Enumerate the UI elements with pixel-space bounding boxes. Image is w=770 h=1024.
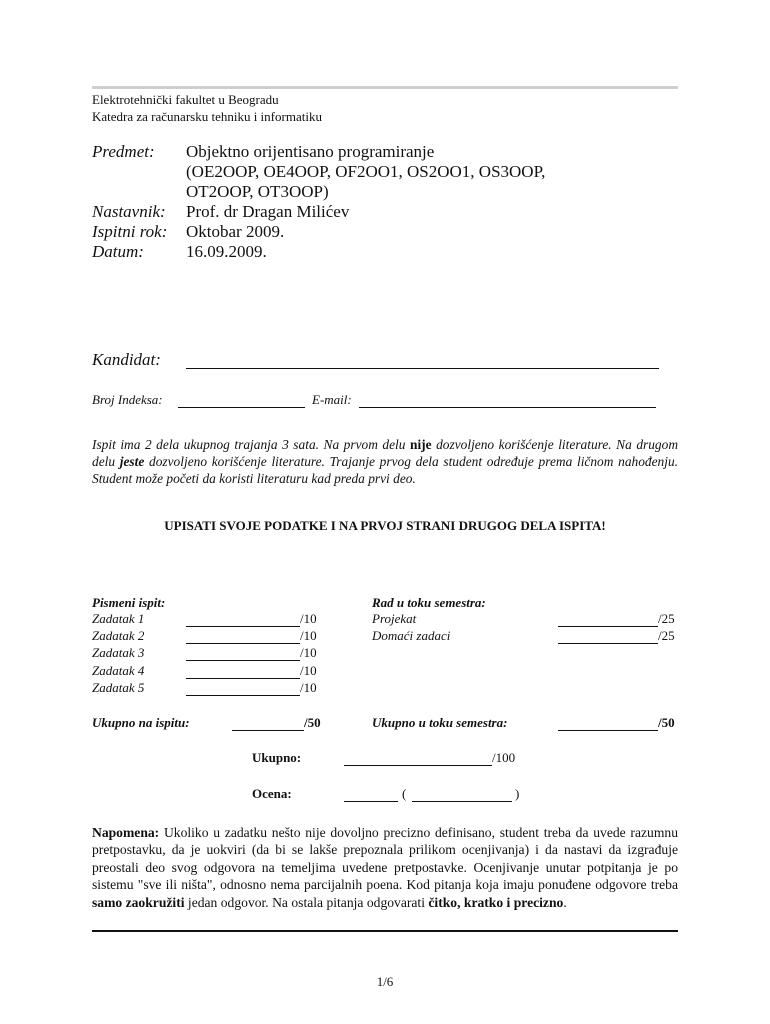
intro-nije: nije [410, 437, 432, 452]
grand-total-field[interactable] [344, 751, 492, 766]
teacher-value: Prof. dr Dragan Milićev [186, 202, 350, 221]
faculty-name: Elektrotehnički fakultet u Beogradu [92, 92, 279, 107]
note-bold-2: čitko, kratko i precizno [428, 894, 564, 910]
subject-line-3: OT2OOP, OT3OOP) [186, 182, 329, 201]
index-label: Broj Indeksa: [92, 392, 163, 407]
email-label: E-mail: [312, 392, 352, 407]
grade-label: Ocena: [252, 786, 292, 801]
semester-total-label: Ukupno u toku semestra: [372, 715, 508, 730]
email-field[interactable] [359, 393, 656, 408]
task-1-label: Zadatak 1 [92, 611, 145, 626]
task-2-label: Zadatak 2 [92, 628, 145, 643]
subject-line-2: (OE2OOP, OE4OOP, OF2OO1, OS2OO1, OS3OOP, [186, 162, 546, 181]
exam-total-label: Ukupno na ispitu: [92, 715, 190, 730]
semester-work-title: Rad u toku semestra: [372, 595, 486, 610]
subject-label: Predmet: [92, 142, 155, 161]
notice-heading: UPISATI SVOJE PODATKE I NA PRVOJ STRANI DRUGOG DELA ISPITA! [164, 518, 606, 533]
grade-paren-close: ) [515, 786, 520, 801]
project-label: Projekat [372, 611, 417, 626]
department-name: Katedra za računarsku tehniku i informatiku [92, 109, 322, 124]
task-3-max: /10 [300, 645, 317, 660]
grade-paren-open: ( [402, 786, 407, 801]
exam-total-max: /50 [304, 715, 321, 730]
task-3-field[interactable] [186, 646, 300, 661]
homework-field[interactable] [558, 629, 658, 644]
index-field[interactable] [178, 393, 305, 408]
date-value: 16.09.2009. [186, 242, 267, 261]
task-1-max: /10 [300, 611, 317, 626]
top-rule [92, 86, 678, 89]
project-max: /25 [658, 611, 675, 626]
note-text-2: jedan odgovor. Na ostala pitanja odgovarati [184, 894, 429, 910]
grand-total-max: /100 [492, 750, 516, 765]
candidate-field[interactable] [186, 352, 659, 369]
intro-jeste: jeste [119, 454, 145, 469]
note-text-3: . [563, 894, 567, 910]
term-value: Oktobar 2009. [186, 222, 285, 241]
written-exam-title: Pismeni ispit: [92, 595, 166, 610]
bottom-rule [92, 930, 678, 932]
task-4-field[interactable] [186, 664, 300, 679]
task-5-label: Zadatak 5 [92, 680, 145, 695]
task-5-field[interactable] [186, 681, 300, 696]
semester-total-max: /50 [658, 715, 675, 730]
task-1-field[interactable] [186, 612, 300, 627]
page-number: 1/6 [376, 974, 394, 989]
task-2-field[interactable] [186, 629, 300, 644]
note-bold-1: samo zaokružiti [92, 894, 185, 910]
task-4-max: /10 [300, 663, 317, 678]
homework-label: Domaći zadaci [372, 628, 451, 643]
intro-text-1: Ispit ima 2 dela ukupnog trajanja 3 sata. Na prvom delu [92, 437, 410, 452]
note-paragraph [92, 824, 678, 911]
homework-max: /25 [658, 628, 675, 643]
note-text-1: Ukoliko u zadatku nešto nije dovoljno precizno definisano, student treba da uvede razumnu pretpostavku, da je uokviri (da bi se lakše prepoznala prilikom ocenjivanja) i da nastavi da izgrađuje preostali deo svog odgovora na temeljima uvedene pretpostavke. Ocenjivanje unutar potpitanja je po sistemu "sve ili ništa", odnosno nema parcijalnih poena. Kod pitanja koja imaju ponuđene odgovore treba [92, 825, 678, 893]
grand-total-label: Ukupno: [252, 750, 302, 765]
grade-field[interactable] [344, 787, 398, 802]
task-4-label: Zadatak 4 [92, 663, 145, 678]
task-2-max: /10 [300, 628, 317, 643]
task-3-label: Zadatak 3 [92, 645, 145, 660]
grade-words-field[interactable] [412, 787, 512, 802]
semester-total-field[interactable] [558, 716, 658, 731]
date-label: Datum: [92, 242, 144, 261]
subject-line-1: Objektno orijentisano programiranje [186, 142, 435, 161]
task-5-max: /10 [300, 680, 317, 695]
intro-text-3: dozvoljeno korišćenje literature. Trajanje prvog dela student određuje prema ličnom nahođenju. Student može početi da koristi literaturu kad preda prvi deo. [92, 454, 679, 486]
note-label: Napomena: [92, 825, 160, 840]
term-label: Ispitni rok: [92, 222, 168, 241]
intro-paragraph [92, 436, 678, 487]
exam-total-field[interactable] [232, 716, 304, 731]
project-field[interactable] [558, 612, 658, 627]
teacher-label: Nastavnik: [92, 202, 166, 221]
intro-text-2: dozvoljeno korišćenje literature. Na drugom delu [92, 437, 678, 469]
candidate-label: Kandidat: [92, 350, 161, 369]
